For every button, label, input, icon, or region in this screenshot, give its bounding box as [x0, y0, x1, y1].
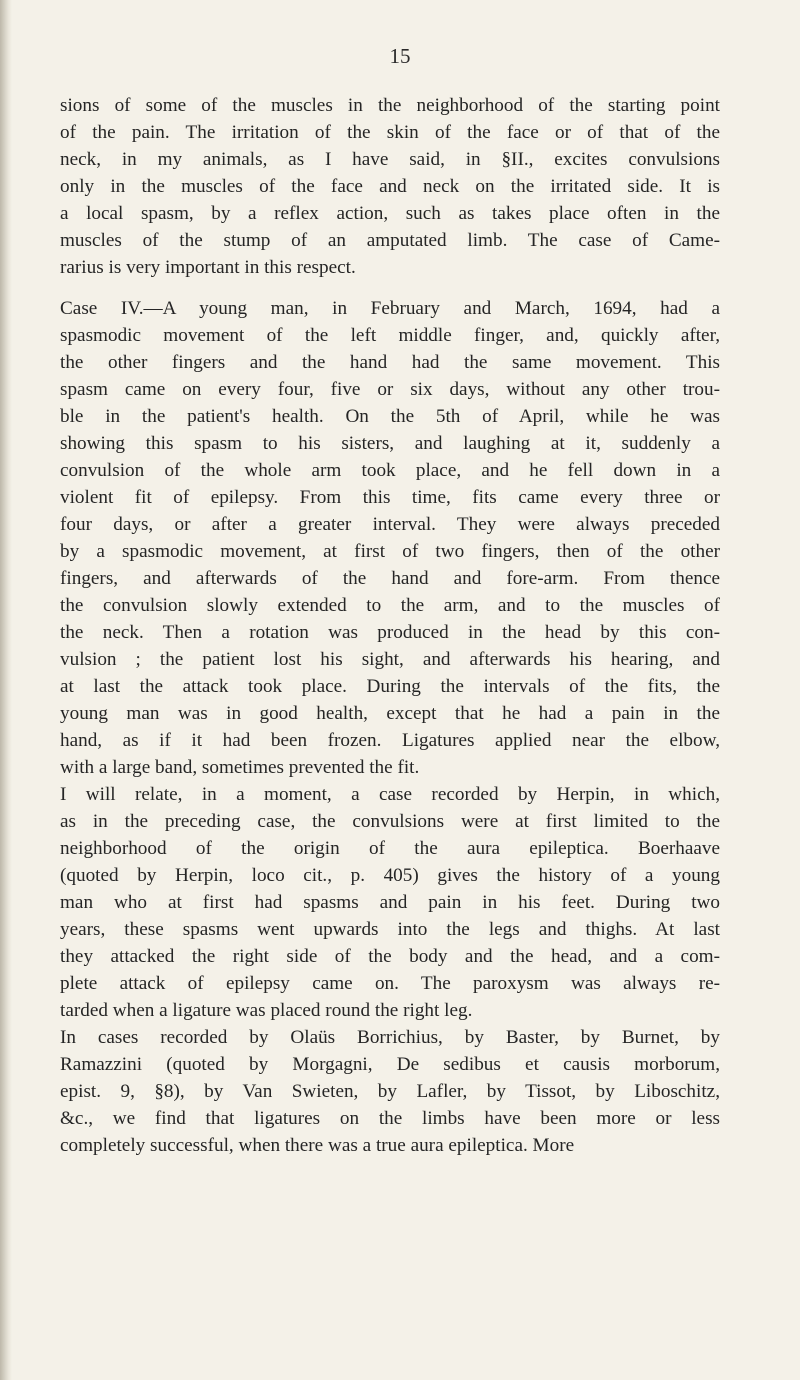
page-number: 15	[389, 44, 411, 68]
page-edge-shadow	[0, 0, 12, 1380]
text-line: rarius is very important in this respect.	[60, 257, 356, 278]
text-line: the other fingers and the hand had the same movement. This	[60, 352, 720, 373]
text-line: tarded when a ligature was placed round the right leg.	[60, 1000, 473, 1021]
text-line: showing this spasm to his sisters, and laughing at it, suddenly a	[60, 433, 720, 454]
text-line: muscles of the stump of an amputated limb. The case of Came-	[60, 230, 720, 251]
paragraph-herpin	[60, 781, 720, 1024]
text-line: Ramazzini (quoted by Morgagni, De sedibus et causis morborum,	[60, 1054, 720, 1075]
text-line: (quoted by Herpin, loco cit., p. 405) gives the history of a young	[60, 865, 720, 886]
text-line: a local spasm, by a reflex action, such as takes place often in the	[60, 203, 720, 224]
text-line: they attacked the right side of the body and the head, and a com-	[60, 946, 720, 967]
text-line: hand, as if it had been frozen. Ligatures applied near the elbow,	[60, 730, 720, 751]
text-line: completely successful, when there was a true aura epileptica. More	[60, 1135, 575, 1156]
text-line: as in the preceding case, the convulsions were at first limited to the	[60, 811, 720, 832]
paragraph-ligatures	[60, 1024, 720, 1159]
text-line: neck, in my animals, as I have said, in §II., excites convulsions	[60, 149, 720, 170]
text-line: epist. 9, §8), by Van Swieten, by Lafler, by Tissot, by Liboschitz,	[60, 1081, 720, 1102]
text-line: with a large band, sometimes prevented the fit.	[60, 757, 420, 778]
paragraph-continuation	[60, 92, 720, 281]
text-line: of the pain. The irritation of the skin of the face or of that of the	[60, 122, 720, 143]
text-line: the neck. Then a rotation was produced in the head by this con-	[60, 622, 720, 643]
text-line: spasm came on every four, five or six days, without any other trou-	[60, 379, 720, 400]
paragraph-gap	[60, 281, 720, 295]
text-line: four days, or after a greater interval. They were always preceded	[60, 514, 720, 535]
text-line: convulsion of the whole arm took place, and he fell down in a	[60, 460, 720, 481]
text-line: sions of some of the muscles in the neighborhood of the starting point	[60, 95, 720, 116]
text-line: plete attack of epilepsy came on. The paroxysm was always re-	[60, 973, 720, 994]
text-line: years, these spasms went upwards into the legs and thighs. At last	[60, 919, 720, 940]
paragraph-case-iv	[60, 295, 720, 781]
text-line: young man was in good health, except that he had a pain in the	[60, 703, 720, 724]
text-line: Case IV.—A young man, in February and March, 1694, had a	[60, 298, 720, 319]
text-line: vulsion ; the patient lost his sight, and afterwards his hearing, and	[60, 649, 720, 670]
text-line: fingers, and afterwards of the hand and fore-arm. From thence	[60, 568, 720, 589]
body-text	[60, 92, 720, 1159]
text-line: the convulsion slowly extended to the arm, and to the muscles of	[60, 595, 720, 616]
text-line: at last the attack took place. During the intervals of the fits, the	[60, 676, 720, 697]
text-line: spasmodic movement of the left middle finger, and, quickly after,	[60, 325, 720, 346]
text-line: man who at first had spasms and pain in his feet. During two	[60, 892, 720, 913]
text-line: only in the muscles of the face and neck on the irritated side. It is	[60, 176, 720, 197]
text-line: by a spasmodic movement, at first of two fingers, then of the other	[60, 541, 720, 562]
text-line: violent fit of epilepsy. From this time, fits came every three or	[60, 487, 720, 508]
text-line: ble in the patient's health. On the 5th of April, while he was	[60, 406, 720, 427]
text-line: neighborhood of the origin of the aura epileptica. Boerhaave	[60, 838, 720, 859]
text-line: I will relate, in a moment, a case recorded by Herpin, in which,	[60, 784, 720, 805]
text-line: In cases recorded by Olaüs Borrichius, by Baster, by Burnet, by	[60, 1027, 720, 1048]
text-line: &c., we find that ligatures on the limbs have been more or less	[60, 1108, 720, 1129]
